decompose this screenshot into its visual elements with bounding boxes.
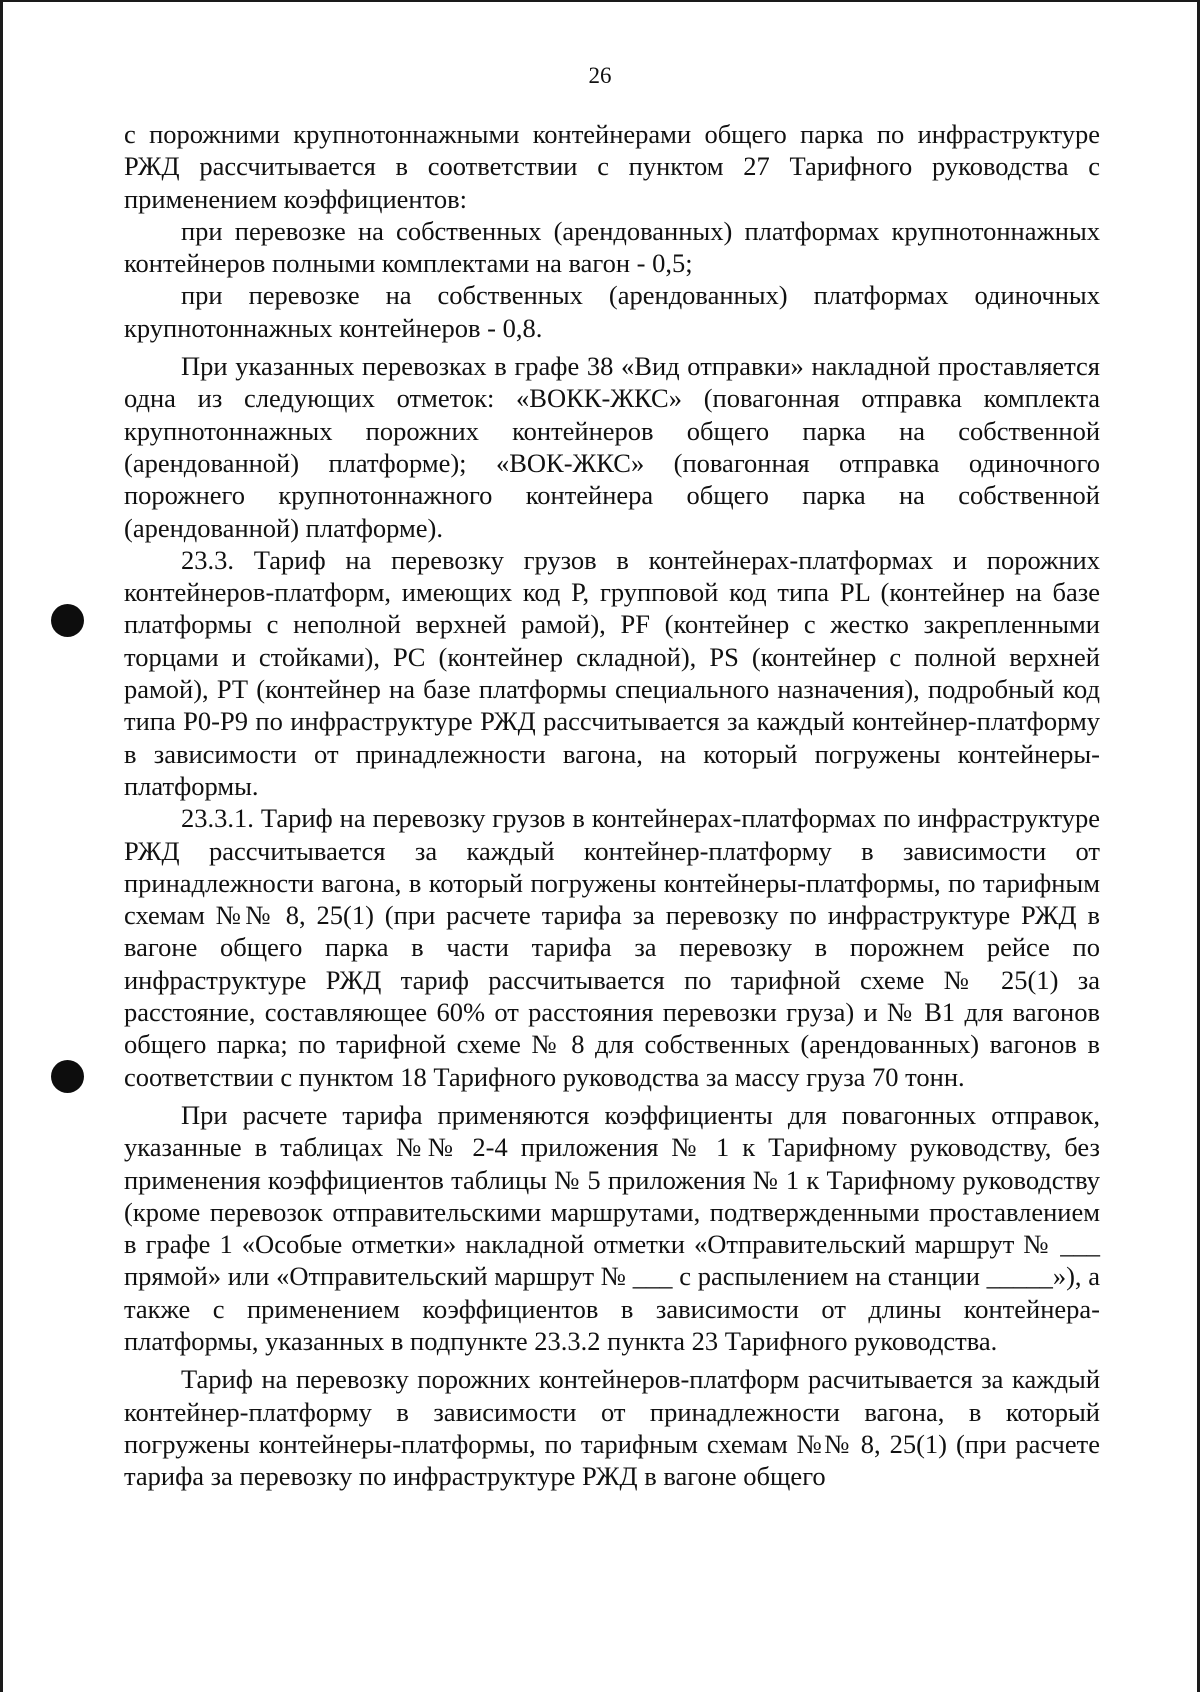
document-body [124, 118, 1100, 1492]
page-number: 26 [588, 63, 612, 88]
scan-edge-left [0, 0, 3, 1692]
paragraph: 23.3. Тариф на перевозку грузов в контейнерах-платформах и порожних контейнеров-платформ, имеющих код Р, групповой код типа PL (контейнер на базе платформы с неполной верхней рамой), PF (контейнер с жестко закрепленными торцами и стойками), PC (контейнер складной), PS (контейнер с полной верхней рамой), РТ (контейнер на базе платформы специального назначения), подробный код типа Р0-Р9 по инфраструктуре РЖД рассчитывается за каждый контейнер-платформу в зависимости от принадлежности вагона, на который погружены контейнеры-платформы. [124, 544, 1100, 801]
paragraph: 23.3.1. Тариф на перевозку грузов в контейнерах-платформах по инфраструктуре РЖД рассчитывается за каждый контейнер-платформу в зависимости от принадлежности вагона, в который погружены контейнеры-платформы, по тарифным схемам №№ 8, 25(1) (при расчете тарифа за перевозку по инфраструктуре РЖД в вагоне общего парка в части тарифа за перевозку в порожнем рейсе по инфраструктуре РЖД тариф рассчитывается по тарифной схеме № 25(1) за расстояние, составляющее 60% от расстояния перевозки груза) и № В1 для вагонов общего парка; по тарифной схеме № 8 для собственных (арендованных) вагонов в соответствии с пунктом 18 Тарифного руководства за массу груза 70 тонн. [124, 803, 1100, 1092]
paragraph: при перевозке на собственных (арендованных) платформах крупнотоннажных контейнеров полными комплектами на вагон - 0,5; [124, 215, 1100, 279]
punch-hole-mark [51, 1060, 84, 1093]
scan-edge-top [0, 0, 1200, 2]
paragraph: При расчете тарифа применяются коэффициенты для повагонных отправок, указанные в таблицах №№ 2-4 приложения № 1 к Тарифному руководству, без применения коэффициентов таблицы № 5 приложения № 1 к Тарифному руководству (кроме перевозок отправительскими маршрутами, подтвержденными проставлением в графе 1 «Особые отметки» накладной отметки «Отправительский маршрут № ___ прямой» или «Отправительский маршрут № ___ с распылением на станции _____»), а также с применением коэффициентов в зависимости от длины контейнера-платформы, указанных в подпункте 23.3.2 пункта 23 Тарифного руководства. [124, 1099, 1100, 1356]
paragraph: с порожними крупнотоннажными контейнерами общего парка по инфраструктуре РЖД рассчитывается в соответствии с пунктом 27 Тарифного руководства с применением коэффициентов: [124, 119, 1100, 214]
paragraph: Тариф на перевозку порожних контейнеров-платформ расчитывается за каждый контейнер-платформу в зависимости от принадлежности вагона, в который погружены контейнеры-платформы, по тарифным схемам №№ 8, 25(1) (при расчете тарифа за перевозку по инфраструктуре РЖД в вагоне общего [124, 1364, 1100, 1492]
punch-hole-mark [51, 604, 84, 637]
paragraph: При указанных перевозках в графе 38 «Вид отправки» накладной проставляется одна из следующих отметок: «ВОКК-ЖКС» (повагонная отправка комплекта крупнотоннажных порожних контейнеров общего парка на собственной (арендованной) платформе); «ВОК-ЖКС» (повагонная отправка одиночного порожнего крупнотоннажного контейнера общего парка на собственной (арендованной) платформе). [124, 351, 1100, 543]
paragraph: при перевозке на собственных (арендованных) платформах одиночных крупнотоннажных контейнеров - 0,8. [124, 280, 1100, 343]
